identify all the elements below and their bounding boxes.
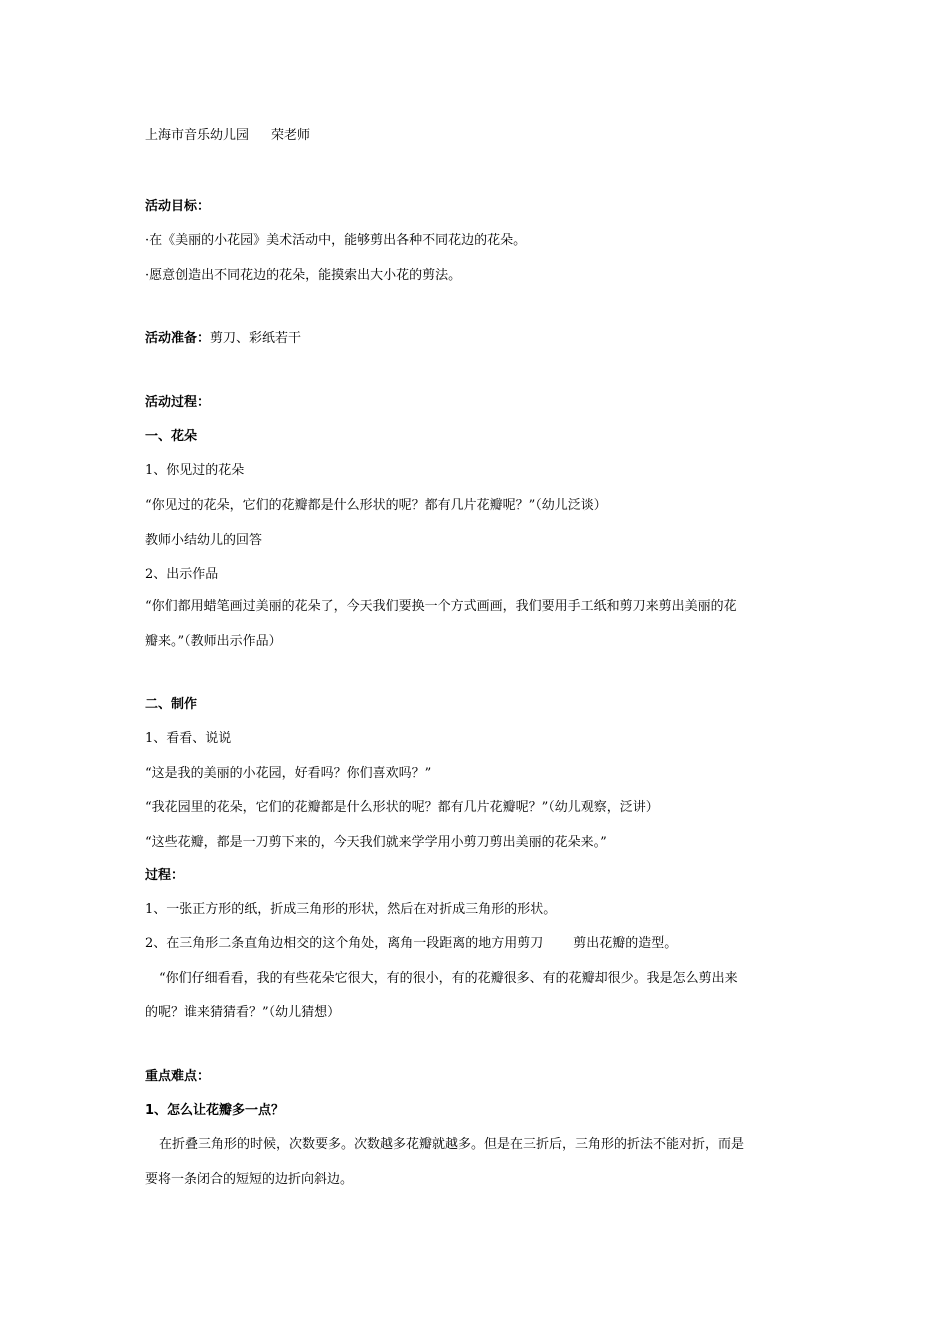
part1-heading: 一、花朵	[145, 429, 198, 444]
part2-question-2: “我花园里的花朵，它们的花瓣都是什么形状的呢？都有几片花瓣呢？”（幼儿观察，泛讲）	[145, 800, 659, 815]
goal-item-1: ·在《美丽的小花园》美术活动中，能够剪出各种不同花边的花朵。	[145, 233, 527, 248]
part1-step1-question: “你见过的花朵，它们的花瓣都是什么形状的呢？都有几片花瓣呢？”（幼儿泛谈）	[145, 498, 607, 513]
school-name: 上海市音乐幼儿园	[145, 128, 250, 143]
prep-text: 剪刀、彩纸若干	[210, 331, 302, 346]
key-question-1: 1、怎么让花瓣多一点？	[145, 1103, 285, 1118]
goal-item-2: ·愿意创造出不同花边的花朵，能摸索出大小花的剪法。	[145, 268, 462, 283]
part1-step2-question-line2: 瓣来。”（教师出示作品）	[145, 634, 282, 649]
step-1: 1、一张正方形的纸，折成三角形的形状，然后在对折成三角形的形状。	[145, 902, 557, 917]
part1-step2-title: 2、出示作品	[145, 567, 219, 582]
teacher-name: 荣老师	[271, 128, 311, 143]
goals-heading: 活动目标：	[145, 199, 211, 214]
part2-question-1: “这是我的美丽的小花园，好看吗？你们喜欢吗？”	[145, 766, 432, 781]
key-answer-1-line1: 在折叠三角形的时候，次数要多。次数越多花瓣就越多。但是在三折后，三角形的折法不能对折，而是	[159, 1137, 745, 1152]
prep-line	[145, 330, 301, 348]
key-heading: 重点难点：	[145, 1069, 211, 1084]
part2-question-4-line1: “你们仔细看看，我的有些花朵它很大，有的很小，有的花瓣很多、有的花瓣却很少。我是怎么剪出来	[159, 971, 738, 986]
prep-heading: 活动准备：	[145, 331, 211, 346]
step-2-part-b: 剪出花瓣的造型。	[573, 936, 678, 951]
header-line	[145, 127, 310, 145]
part1-step2-question-line1: “你们都用蜡笔画过美丽的花朵了，今天我们要换一个方式画画，我们要用手工纸和剪刀来剪出美丽的花	[145, 599, 737, 614]
step-2	[145, 935, 677, 953]
steps-heading: 过程：	[145, 868, 185, 883]
part1-step1-summary: 教师小结幼儿的回答	[145, 533, 263, 548]
process-heading: 活动过程：	[145, 395, 211, 410]
part2-step1-title: 1、看看、说说	[145, 731, 232, 746]
part2-question-4-line2: 的呢？谁来猜猜看？”（幼儿猜想）	[145, 1005, 341, 1020]
key-answer-1-line2: 要将一条闭合的短短的边折向斜边。	[145, 1172, 354, 1187]
step-2-part-a: 2、在三角形二条直角边相交的这个角处，离角一段距离的地方用剪刀	[145, 936, 544, 951]
part1-step1-title: 1、你见过的花朵	[145, 463, 245, 478]
part2-heading: 二、制作	[145, 697, 198, 712]
part2-question-3: “这些花瓣，都是一刀剪下来的，今天我们就来学学用小剪刀剪出美丽的花朵来。”	[145, 835, 607, 850]
